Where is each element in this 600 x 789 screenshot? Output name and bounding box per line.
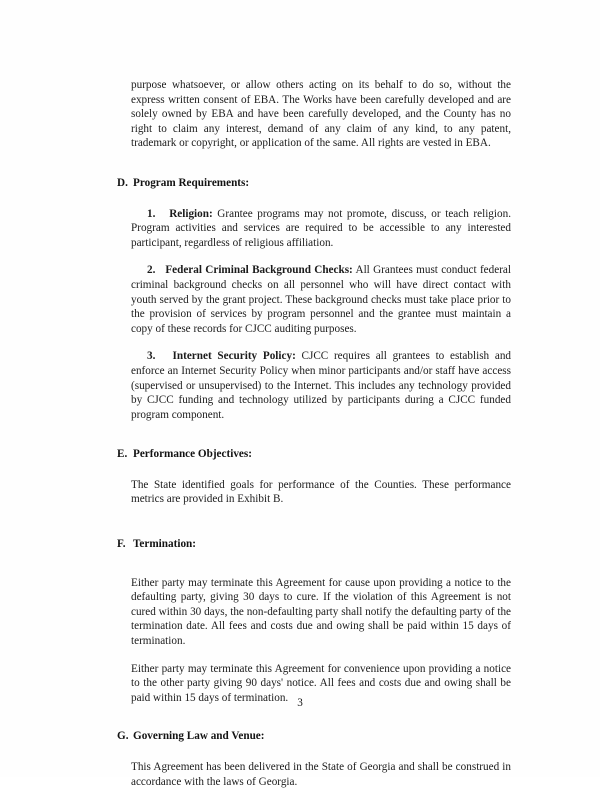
- paragraph-termination-for-cause: Either party may terminate this Agreement for cause upon providing a notice to the defaulting party, giving 30 days to cure. If the violation of this Agreement is not cured within 30 days, the non-defaulting party shall notify the defaulting party of the termination date. All fees and costs due and owing shall be paid within 15 days of termination.: [131, 576, 511, 648]
- spacer: [117, 462, 511, 478]
- document-body: [117, 78, 511, 789]
- list-item-number-3: 3.: [147, 350, 156, 363]
- spacer: [117, 435, 511, 447]
- paragraph-termination-for-convenience: Either party may terminate this Agreement for convenience upon providing a notice to the other party giving 90 days' notice. All fees and costs due and owing shall be paid within 15 days of termination.: [131, 662, 511, 704]
- list-item-background-checks: [131, 263, 511, 336]
- list-item-label-religion: Religion:: [169, 207, 213, 220]
- section-heading-d: [117, 176, 511, 191]
- spacer: [117, 164, 511, 176]
- list-item-religion: [131, 207, 511, 251]
- section-letter-g: G.: [117, 730, 129, 743]
- section-heading-g: [117, 729, 511, 744]
- section-title-g: Governing Law and Venue:: [133, 730, 265, 743]
- list-item-text-background-checks: All Grantees must conduct federal criminal background checks on all personnel who will have direct contact with youth served by the grant project. These background checks must take place prior to the provision of services by program personnel and the grantee must maintain a copy of these records for CJCC auditing purposes.: [131, 264, 511, 335]
- list-item-text-religion: Grantee programs may not promote, discuss, or teach religion. Program activities and services are required to be accessible to any interested participant, regardless of religious affiliation.: [131, 207, 511, 249]
- page-number: 3: [297, 697, 303, 709]
- paragraph-intellectual-property: purpose whatsoever, or allow others acting on its behalf to do so, without the express written consent of EBA. The Works have been carefully developed and are solely owned by EBA and have been carefully developed, and the County has no right to claim any interest, demand of any claim of any kind, to any patent, trademark or copyright, or application of the same. All rights are vested in EBA.: [131, 79, 511, 150]
- list-item-label-background-checks: Federal Criminal Background Checks:: [165, 264, 353, 277]
- spacer: [117, 507, 511, 537]
- section-letter-e: E.: [117, 448, 128, 461]
- list-item-number-1: 1.: [147, 207, 156, 220]
- section-title-f: Termination:: [133, 538, 196, 551]
- list-item-text-internet-security: CJCC requires all grantees to establish and enforce an Internet Security Policy when minor participants and/or staff have access (supervised or unsupervised) to the Internet. This includes any technology provided by CJCC funding and technology utilized by participants during a CJCC funded program component.: [131, 350, 512, 421]
- paragraph-governing-law: This Agreement has been delivered in the State of Georgia and shall be construed in accordance with the laws of Georgia.: [131, 761, 511, 788]
- list-item-label-internet-security: Internet Security Policy:: [172, 350, 296, 363]
- spacer: [117, 744, 511, 760]
- paragraph-performance-metrics: The State identified goals for performance of the Counties. These performance metrics are provided in Exhibit B.: [131, 478, 511, 506]
- section-title-d: Program Requirements:: [133, 176, 250, 189]
- section-heading-f: [117, 537, 511, 552]
- list-item-internet-security: [131, 349, 511, 422]
- section-heading-e: [117, 447, 511, 462]
- spacer: [117, 552, 511, 576]
- section-letter-f: F.: [117, 538, 126, 551]
- list-item-number-2: 2.: [147, 264, 156, 277]
- spacer: [117, 705, 511, 729]
- spacer: [117, 191, 511, 207]
- section-title-e: Performance Objectives:: [133, 448, 252, 461]
- section-letter-d: D.: [117, 176, 128, 189]
